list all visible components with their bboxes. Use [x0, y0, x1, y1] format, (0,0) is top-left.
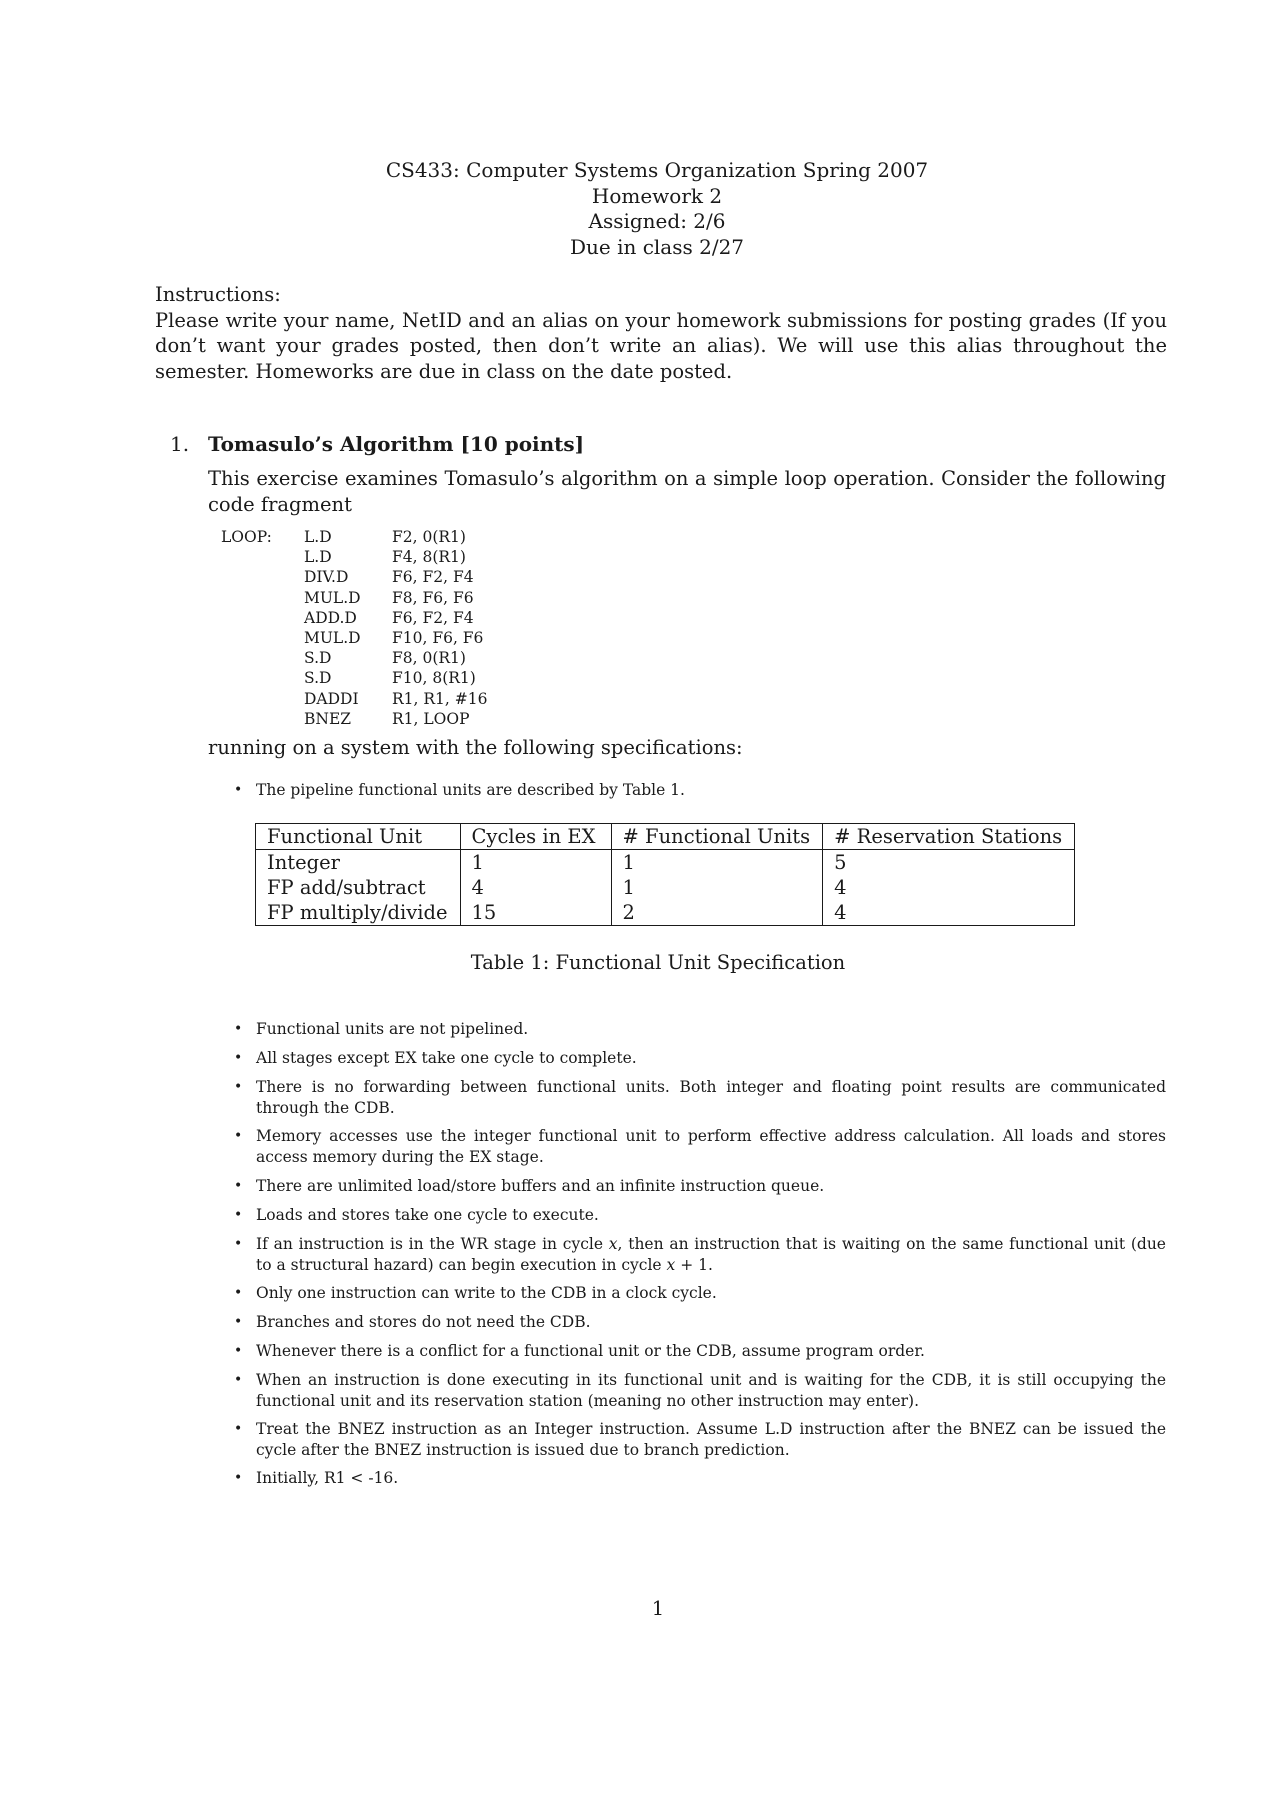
table-cell: 1	[460, 850, 611, 876]
bullet-text-part: + 1.	[675, 1255, 713, 1274]
course-title: CS433: Computer Systems Organization Spring 2007	[385, 158, 929, 182]
running-text: running on a system with the following specifications:	[208, 736, 743, 759]
code-line	[221, 567, 487, 587]
code-label: LOOP:	[221, 528, 272, 546]
code-opcode: S.D	[304, 649, 332, 668]
bullet-text-part: , then an instruction that is waiting on the same functional unit (due to a structural hazard) can begin execution in cycle	[256, 1235, 1166, 1274]
table-cell: 4	[823, 900, 1075, 926]
table-cell: 1	[611, 850, 823, 876]
code-operands: R1, R1, #16	[392, 689, 488, 708]
homework-title: Homework 2	[591, 183, 723, 208]
bullet-text: Initially, R1 < -16.	[256, 1469, 399, 1487]
bullet-text: Treat the BNEZ instruction as an Integer instruction. Assume L.D instruction after the BNEZ can be issued the cycle after the BNEZ instruction is issued due to branch prediction.	[256, 1420, 1166, 1459]
code-line	[221, 668, 487, 688]
code-label	[221, 628, 304, 648]
code-line	[221, 709, 487, 729]
bullet-dot: •	[234, 1236, 243, 1252]
code-line	[221, 628, 487, 648]
question-heading: Tomasulo’s Algorithm [10 points]	[208, 432, 585, 456]
code-operands: F6, F2, F4	[392, 568, 474, 587]
bullet-dot: •	[234, 1021, 243, 1037]
code-label	[221, 709, 304, 729]
code-line	[221, 689, 487, 709]
code-opcode: L.D	[304, 548, 332, 567]
code-operands: F8, F6, F6	[392, 588, 474, 607]
code-operands: F4, 8(R1)	[392, 548, 466, 567]
bullet-dot: •	[234, 1079, 243, 1095]
bullet-text: Memory accesses use the integer functional unit to perform effective address calculation. All loads and stores access memory during the EX stage.	[256, 1127, 1166, 1166]
table-cell: Integer	[256, 850, 461, 876]
code-label	[221, 567, 304, 587]
code-label	[221, 588, 304, 608]
table-cell: FP multiply/divide	[256, 900, 461, 926]
table-cell: 4	[460, 875, 611, 900]
bullet-text: When an instruction is done executing in its functional unit and is waiting for the CDB, it is still occupying the functional unit and its reservation station (meaning no other instruction may enter).	[256, 1371, 1166, 1410]
table-header-cell: # Reservation Stations	[823, 824, 1075, 850]
bullet-text: There are unlimited load/store buffers and an infinite instruction queue.	[256, 1177, 825, 1195]
bullet-dot: •	[234, 1314, 243, 1330]
code-opcode: MUL.D	[304, 588, 361, 607]
bullet-text: The pipeline functional units are described by Table 1.	[256, 781, 685, 799]
functional-unit-table	[255, 823, 1075, 926]
bullet-dot: •	[234, 1178, 243, 1194]
bullet-dot: •	[234, 782, 243, 798]
table-cell: 4	[823, 875, 1075, 900]
code-label	[221, 547, 304, 567]
table-cell: 15	[460, 900, 611, 926]
code-label	[221, 668, 304, 688]
bullet-dot: •	[234, 1421, 243, 1437]
code-label	[221, 648, 304, 668]
table-header-cell: Cycles in EX	[460, 824, 611, 850]
table-row	[256, 875, 1075, 900]
code-label	[221, 689, 304, 709]
instructions-section	[155, 282, 1167, 384]
table-header-cell: # Functional Units	[611, 824, 823, 850]
code-label	[221, 608, 304, 628]
bullet-dot: •	[234, 1470, 243, 1486]
bullet-dot: •	[234, 1207, 243, 1223]
code-opcode: L.D	[304, 528, 332, 546]
bullet-dot: •	[234, 1050, 243, 1066]
table-row	[256, 850, 1075, 876]
bullet-dot: •	[234, 1128, 243, 1144]
question-1-title	[170, 431, 584, 457]
code-operands: F8, 0(R1)	[392, 649, 466, 668]
instructions-text: Please write your name, NetID and an alias on your homework submissions for posting grades (If you don’t want your grades posted, then don’t write an alias). We will use this alias throughout the semester. Homeworks are due in class on the date posted.	[155, 308, 1167, 383]
code-opcode: MUL.D	[304, 629, 361, 648]
bullet-text: Whenever there is a conflict for a functional unit or the CDB, assume program order.	[256, 1342, 925, 1360]
code-opcode: DADDI	[304, 689, 359, 708]
bullet-dot: •	[234, 1372, 243, 1388]
code-line	[221, 527, 487, 547]
code-line	[221, 648, 487, 668]
code-line	[221, 547, 487, 567]
table-caption: Table 1: Functional Unit Specification	[470, 951, 846, 974]
code-fragment	[221, 527, 487, 729]
bullet-dot: •	[234, 1343, 243, 1359]
table-cell: FP add/subtract	[256, 875, 461, 900]
table-cell: 2	[611, 900, 823, 926]
instructions-label: Instructions:	[155, 283, 281, 306]
bullet-text: All stages except EX take one cycle to complete.	[256, 1049, 637, 1067]
bullet-text: Loads and stores take one cycle to execute.	[256, 1206, 599, 1224]
table-cell: 5	[823, 850, 1075, 876]
code-operands: F10, F6, F6	[392, 629, 484, 648]
bullet-text: There is no forwarding between functional units. Both integer and floating point results are communicated through the CDB.	[256, 1078, 1166, 1117]
table-header-row	[256, 824, 1075, 850]
bullet-text: Branches and stores do not need the CDB.	[256, 1313, 591, 1331]
table-cell: 1	[611, 875, 823, 900]
assigned-date: Assigned: 2/6	[588, 209, 726, 233]
code-operands: F2, 0(R1)	[392, 528, 466, 546]
math-variable: x	[608, 1235, 618, 1253]
question-intro: This exercise examines Tomasulo’s algorithm on a simple loop operation. Consider the following code fragment	[208, 467, 1166, 516]
code-opcode: DIV.D	[304, 568, 349, 587]
bullet-text	[256, 1234, 1166, 1275]
table-row	[256, 900, 1075, 926]
due-date: Due in class 2/27	[569, 234, 745, 259]
math-variable: x	[666, 1255, 676, 1274]
page-number: 1	[651, 1597, 665, 1620]
bullet-dot: •	[234, 1285, 243, 1301]
code-opcode: BNEZ	[304, 709, 352, 728]
document-header	[0, 158, 1280, 260]
code-line	[221, 588, 487, 608]
code-opcode: S.D	[304, 669, 332, 688]
bullet-text: Functional units are not pipelined.	[256, 1020, 529, 1038]
code-operands: F10, 8(R1)	[392, 669, 476, 688]
bullet-text: Only one instruction can write to the CDB in a clock cycle.	[256, 1284, 717, 1302]
code-line	[221, 608, 487, 628]
question-number: 1.	[170, 432, 190, 456]
code-operands: R1, LOOP	[392, 709, 470, 728]
code-opcode: ADD.D	[304, 608, 357, 627]
table-header-cell: Functional Unit	[256, 824, 461, 850]
code-operands: F6, F2, F4	[392, 608, 474, 627]
bullet-text-part: If an instruction is in the WR stage in cycle	[256, 1235, 609, 1253]
